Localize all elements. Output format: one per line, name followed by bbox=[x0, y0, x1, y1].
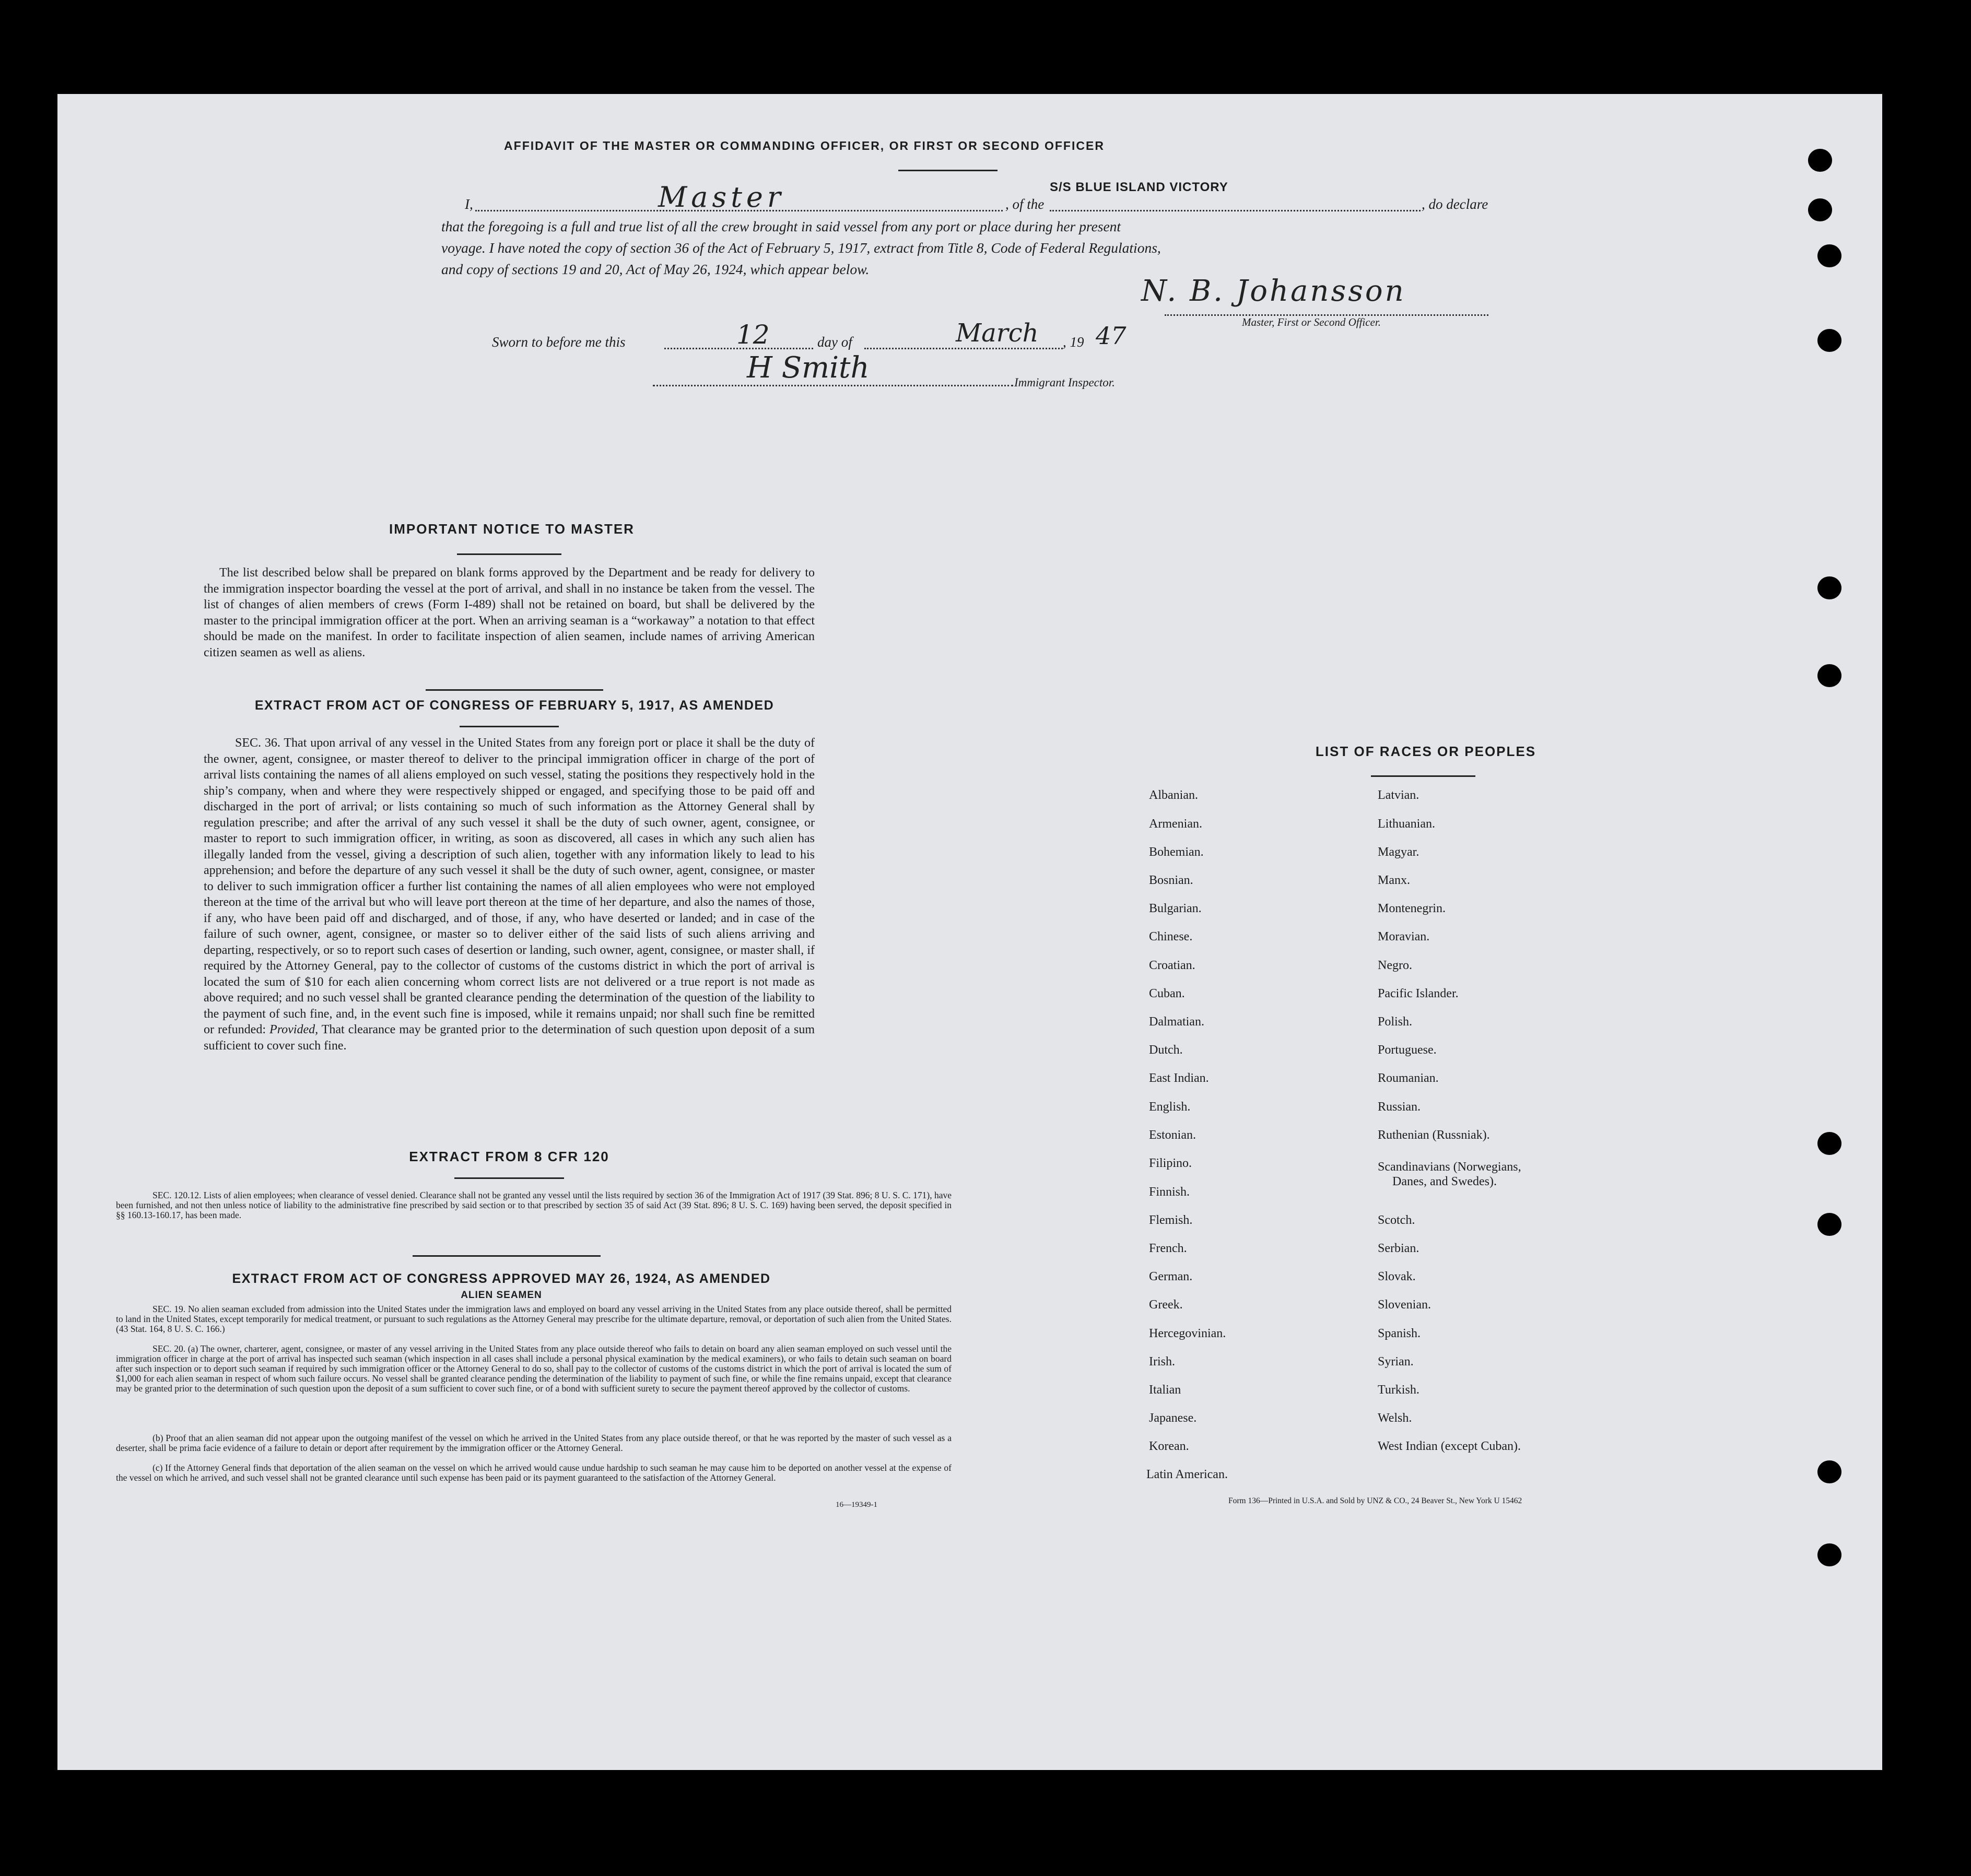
race-right-20: Syrian. bbox=[1378, 1355, 1414, 1368]
race-right-21: Turkish. bbox=[1378, 1383, 1419, 1397]
extract1924-sec19: SEC. 19. No alien seaman excluded from admission into the United States under the immigration laws and employed on board any vessel arriving in the United States from any place outside thereof, shall be permitted to land in the United States, except temporarily for medical treatment, or pursuant to such regulations as the Attorney General may prescribe for the ultimate departure, removal, or deportation of such alien from the United States. (43 Stat. 164, 8 U. S. C. 166.) bbox=[116, 1304, 952, 1334]
race-right-12: Ruthenian (Russniak). bbox=[1378, 1128, 1490, 1142]
extract1924-sec20b: (b) Proof that an alien seaman did not appear upon the outgoing manifest of the vessel on which he arrived in the United States from any place outside thereof, or that he was reported by the master of such vessel as a deserter, shall be prima facie evidence of a failure to detain or deport after requirement by the immigration officer or the Attorney General. bbox=[116, 1433, 952, 1453]
punch-hole-5 bbox=[1817, 576, 1841, 599]
affidavit-i-label: I, bbox=[465, 196, 473, 212]
punch-hole-6 bbox=[1817, 664, 1841, 687]
form-note: Form 136—Printed in U.S.A. and Sold by UNZ & CO., 24 Beaver St., New York U 15462 bbox=[1228, 1496, 1522, 1505]
do-declare-label: , do declare bbox=[1422, 196, 1488, 212]
race-left-17: German. bbox=[1149, 1270, 1193, 1283]
race-left-18: Greek. bbox=[1149, 1298, 1183, 1312]
extract1917-top-rule bbox=[426, 689, 603, 691]
race-left-9: Dutch. bbox=[1149, 1043, 1183, 1057]
race-right-2: Magyar. bbox=[1378, 845, 1419, 859]
form-page bbox=[57, 94, 1882, 1770]
punch-hole-4 bbox=[1817, 329, 1841, 352]
cfr-title: EXTRACT FROM 8 CFR 120 bbox=[409, 1149, 609, 1164]
race-left-11: English. bbox=[1149, 1100, 1191, 1114]
race-left-4: Bulgarian. bbox=[1149, 902, 1202, 915]
race-right-10: Roumanian. bbox=[1378, 1071, 1439, 1085]
race-left-6: Croatian. bbox=[1149, 959, 1195, 972]
punch-hole-3 bbox=[1817, 244, 1841, 267]
punch-hole-1 bbox=[1808, 149, 1832, 172]
notice-body: The list described below shall be prepared on blank forms approved by the Department and be ready for delivery to the immigration inspector boarding the vessel at the port of arrival, and shall in no instance be taken from the vessel. The list of changes of alien members of crews (Form I-489) shall not be retained on board, but shall be delivered by the master to the principal immigration officer at the port. When an arriving seaman is a “workaway” a notation to that effect should be made on the manifest. In order to facilitate inspection of alien seamen, include names of arriving American citizen seamen as well as aliens. bbox=[204, 566, 815, 659]
vessel-line bbox=[1050, 210, 1421, 211]
race-right-22: Welsh. bbox=[1378, 1411, 1412, 1425]
sworn-label: Sworn to before me this bbox=[492, 334, 626, 350]
affidavit-body-line-2: voyage. I have noted the copy of section 36 of the Act of February 5, 1917, extract from Title 8, Code of Federal Regulations, bbox=[441, 240, 1161, 256]
notice-title: IMPORTANT NOTICE TO MASTER bbox=[389, 521, 635, 537]
race-left-20: Irish. bbox=[1149, 1355, 1175, 1368]
race-left-22: Japanese. bbox=[1149, 1411, 1197, 1425]
race-left-24: Latin American. bbox=[1146, 1468, 1228, 1481]
punch-hole-9 bbox=[1817, 1460, 1841, 1483]
extract1924-sec20c: (c) If the Attorney General finds that deportation of the alien seaman on the vessel on which he arrived would cause undue hardship to such seaman he may cause him to be deported on another vessel at the expense of the vessel on which he arrived, and such vessel shall not be granted clearance until such expense has been paid or its payment guaranteed to the satisfaction of the Attorney General. bbox=[116, 1462, 952, 1483]
punch-hole-2 bbox=[1808, 198, 1832, 221]
race-right-3: Manx. bbox=[1378, 874, 1410, 887]
race-right-18: Slovenian. bbox=[1378, 1298, 1431, 1312]
notice-rule bbox=[457, 553, 561, 555]
race-left-23: Korean. bbox=[1149, 1440, 1189, 1453]
affidavit-title: AFFIDAVIT OF THE MASTER OR COMMANDING OFFICER, OR FIRST OR SECOND OFFICER bbox=[504, 139, 1105, 152]
extract1924-top-rule bbox=[413, 1255, 601, 1257]
races-title: LIST OF RACES OR PEOPLES bbox=[1315, 744, 1536, 759]
race-right-11: Russian. bbox=[1378, 1100, 1421, 1114]
cfr-body: SEC. 120.12. Lists of alien employees; when clearance of vessel denied. Clearance shall not be granted any vessel until the lists required by section 36 of the Immigration Act of 1917 (39 Stat. 896; 8 U. S. C. 171), have been furnished, and not then unless notice of liability to the administrative fine prescribed by said section or to that prescribed by section 35 of said Act (39 Stat. 896; 8 U. S. C. 169) having been served, the deposit specified in §§ 160.13-160.17, has been made. bbox=[116, 1190, 952, 1220]
extract1917-text-end: That clearance may be granted prior to the determination of such question upon deposit of a sum sufficient to cover such fine. bbox=[204, 1023, 815, 1053]
inspector-line bbox=[653, 385, 1013, 386]
inspector-signature: H Smith bbox=[747, 351, 870, 385]
sworn-month: March bbox=[956, 318, 1039, 348]
extract1917-text: That upon arrival of any vessel in the United States from any foreign port or place it shall be the duty of the owner, agent, consignee, or master thereof to deliver to the principal immigration officer in charge of the port of arrival lists containing the names of all aliens employed on such vessel, stating the positions they respectively hold in the ship’s company, when and where they were respectively shipped or engaged, and specifying those to be paid off and discharged in the port of arrival; or lists containing so much of such information as the Attorney General shall by regulation prescribe; and after the arrival of any such vessel it shall be the duty of such owner, agent, consignee, or master to report to such immigration officer, in writing, as soon as discovered, all cases in which any such alien has illegally landed from the vessel, giving a description of such alien, together with any information likely to lead to his apprehension; and before the departure of any such vessel it shall be the duty of such owner, agent, consignee, or master to deliver to such immigration officer a further list containing the names of all alien employees who were not employed thereon at the time of the arrival but who will leave port thereon at the time of her departure, and also the names of those, if any, who have been paid off and discharged, and of those, if any, who have deserted or landed; and in case of the failure of such owner, agent, consignee, or master so to deliver either of the said lists of such aliens arriving and departing, respectively, or so to report such cases of desertion or landing, such owner, agent, consignee, or master shall, if required by the Attorney General, pay to the collector of customs of the customs district in which the port of arrival is located the sum of $10 for each alien concerning whom correct lists are not delivered or a true report is not made as above required; and no such vessel shall be granted clearance pending the determination of the question of the liability to the payment of such fine, and, in the event such fine is imposed, while it remains unpaid; nor shall such fine be remitted or refunded: bbox=[204, 736, 815, 1036]
punch-hole-8 bbox=[1817, 1213, 1841, 1236]
race-left-14: Finnish. bbox=[1149, 1185, 1190, 1199]
extract1924-code: 16—19349-1 bbox=[836, 1501, 877, 1509]
year-suffix: 47 bbox=[1096, 322, 1127, 350]
race-left-3: Bosnian. bbox=[1149, 874, 1193, 887]
race-right-0: Latvian. bbox=[1378, 788, 1419, 802]
extract1917-provided: Provided, bbox=[269, 1023, 319, 1036]
races-rule bbox=[1371, 775, 1475, 777]
race-right-1: Lithuanian. bbox=[1378, 817, 1435, 831]
extract1917-title: EXTRACT FROM ACT OF CONGRESS OF FEBRUARY 5, 1917, AS AMENDED bbox=[254, 698, 775, 713]
punch-hole-10 bbox=[1817, 1543, 1841, 1566]
extract1917-body bbox=[204, 735, 815, 1054]
master-caption: Master, First or Second Officer. bbox=[1242, 316, 1381, 328]
race-left-0: Albanian. bbox=[1149, 788, 1198, 802]
punch-hole-7 bbox=[1817, 1132, 1841, 1155]
race-left-15: Flemish. bbox=[1149, 1213, 1193, 1227]
extract1924-subtitle: ALIEN SEAMEN bbox=[461, 1290, 542, 1301]
race-left-19: Hercegovinian. bbox=[1149, 1327, 1226, 1340]
race-left-5: Chinese. bbox=[1149, 930, 1193, 943]
race-right-23: West Indian (except Cuban). bbox=[1378, 1440, 1521, 1453]
master-signature: N. B. Johansson bbox=[1141, 274, 1406, 308]
race-right-15: Scotch. bbox=[1378, 1213, 1415, 1227]
master-handwritten: Master bbox=[658, 181, 785, 214]
year-prefix: , 19 bbox=[1063, 334, 1084, 350]
extract1924-title: EXTRACT FROM ACT OF CONGRESS APPROVED MAY 26, 1924, AS AMENDED bbox=[232, 1271, 771, 1286]
sworn-month-line bbox=[864, 348, 1063, 349]
race-right-14: Danes, and Swedes). bbox=[1392, 1175, 1497, 1188]
race-left-7: Cuban. bbox=[1149, 987, 1185, 1000]
sworn-day: 12 bbox=[736, 320, 770, 350]
of-the-label: , of the bbox=[1005, 196, 1045, 212]
race-right-6: Negro. bbox=[1378, 959, 1412, 972]
race-left-16: French. bbox=[1149, 1242, 1187, 1255]
extract1917-sec: SEC. 36. bbox=[235, 736, 280, 750]
race-right-16: Serbian. bbox=[1378, 1242, 1419, 1255]
race-left-8: Dalmatian. bbox=[1149, 1015, 1204, 1029]
race-left-21: Italian bbox=[1149, 1383, 1181, 1397]
inspector-caption: Immigrant Inspector. bbox=[1014, 376, 1115, 389]
race-right-7: Pacific Islander. bbox=[1378, 987, 1459, 1000]
race-right-5: Moravian. bbox=[1378, 930, 1430, 943]
race-right-17: Slovak. bbox=[1378, 1270, 1416, 1283]
race-left-12: Estonian. bbox=[1149, 1128, 1196, 1142]
race-left-2: Bohemian. bbox=[1149, 845, 1204, 859]
vessel-name: S/S BLUE ISLAND VICTORY bbox=[1050, 180, 1228, 194]
race-right-19: Spanish. bbox=[1378, 1327, 1421, 1340]
race-left-13: Filipino. bbox=[1149, 1157, 1192, 1170]
race-left-10: East Indian. bbox=[1149, 1071, 1209, 1085]
race-right-9: Portuguese. bbox=[1378, 1043, 1437, 1057]
day-of-label: day of bbox=[817, 334, 852, 350]
affidavit-title-rule bbox=[898, 170, 998, 171]
race-right-13: Scandinavians (Norwegians, bbox=[1378, 1160, 1521, 1174]
affidavit-body-line-3: and copy of sections 19 and 20, Act of May 26, 1924, which appear below. bbox=[441, 261, 870, 277]
extract1924-sec20a: SEC. 20. (a) The owner, charterer, agent, consignee, or master of any vessel arriving in the United States from any place outside thereof who fails to detain on board any alien seaman employed on such vessel until the immigration officer in charge at the port of arrival has inspected such seaman (which inspection in all cases shall include a personal physical examination by the medical examiners), or who fails to detain such seaman on board after such inspection or to deport such seaman if required by such immigration officer or the Attorney General to do so, shall pay to the collector of customs of the customs district in which the port of arrival is located the sum of $1,000 for each alien seaman in respect of whom such failure occurs. No vessel shall be granted clearance pending the determination of the liability to payment of such fine, or while the fine remains unpaid, except that clearance may be granted prior to the determination of such question upon the deposit of a sum sufficient to cover such fine, or of a bond with sufficient surety to secure the payment thereof approved by the collector of customs. bbox=[116, 1343, 952, 1394]
affidavit-body-line-1: that the foregoing is a full and true list of all the crew brought in said vessel from any port or place during her present bbox=[441, 218, 1121, 234]
cfr-rule bbox=[454, 1177, 564, 1179]
extract1917-rule bbox=[460, 726, 559, 727]
race-right-4: Montenegrin. bbox=[1378, 902, 1446, 915]
race-right-8: Polish. bbox=[1378, 1015, 1413, 1029]
race-left-1: Armenian. bbox=[1149, 817, 1202, 831]
